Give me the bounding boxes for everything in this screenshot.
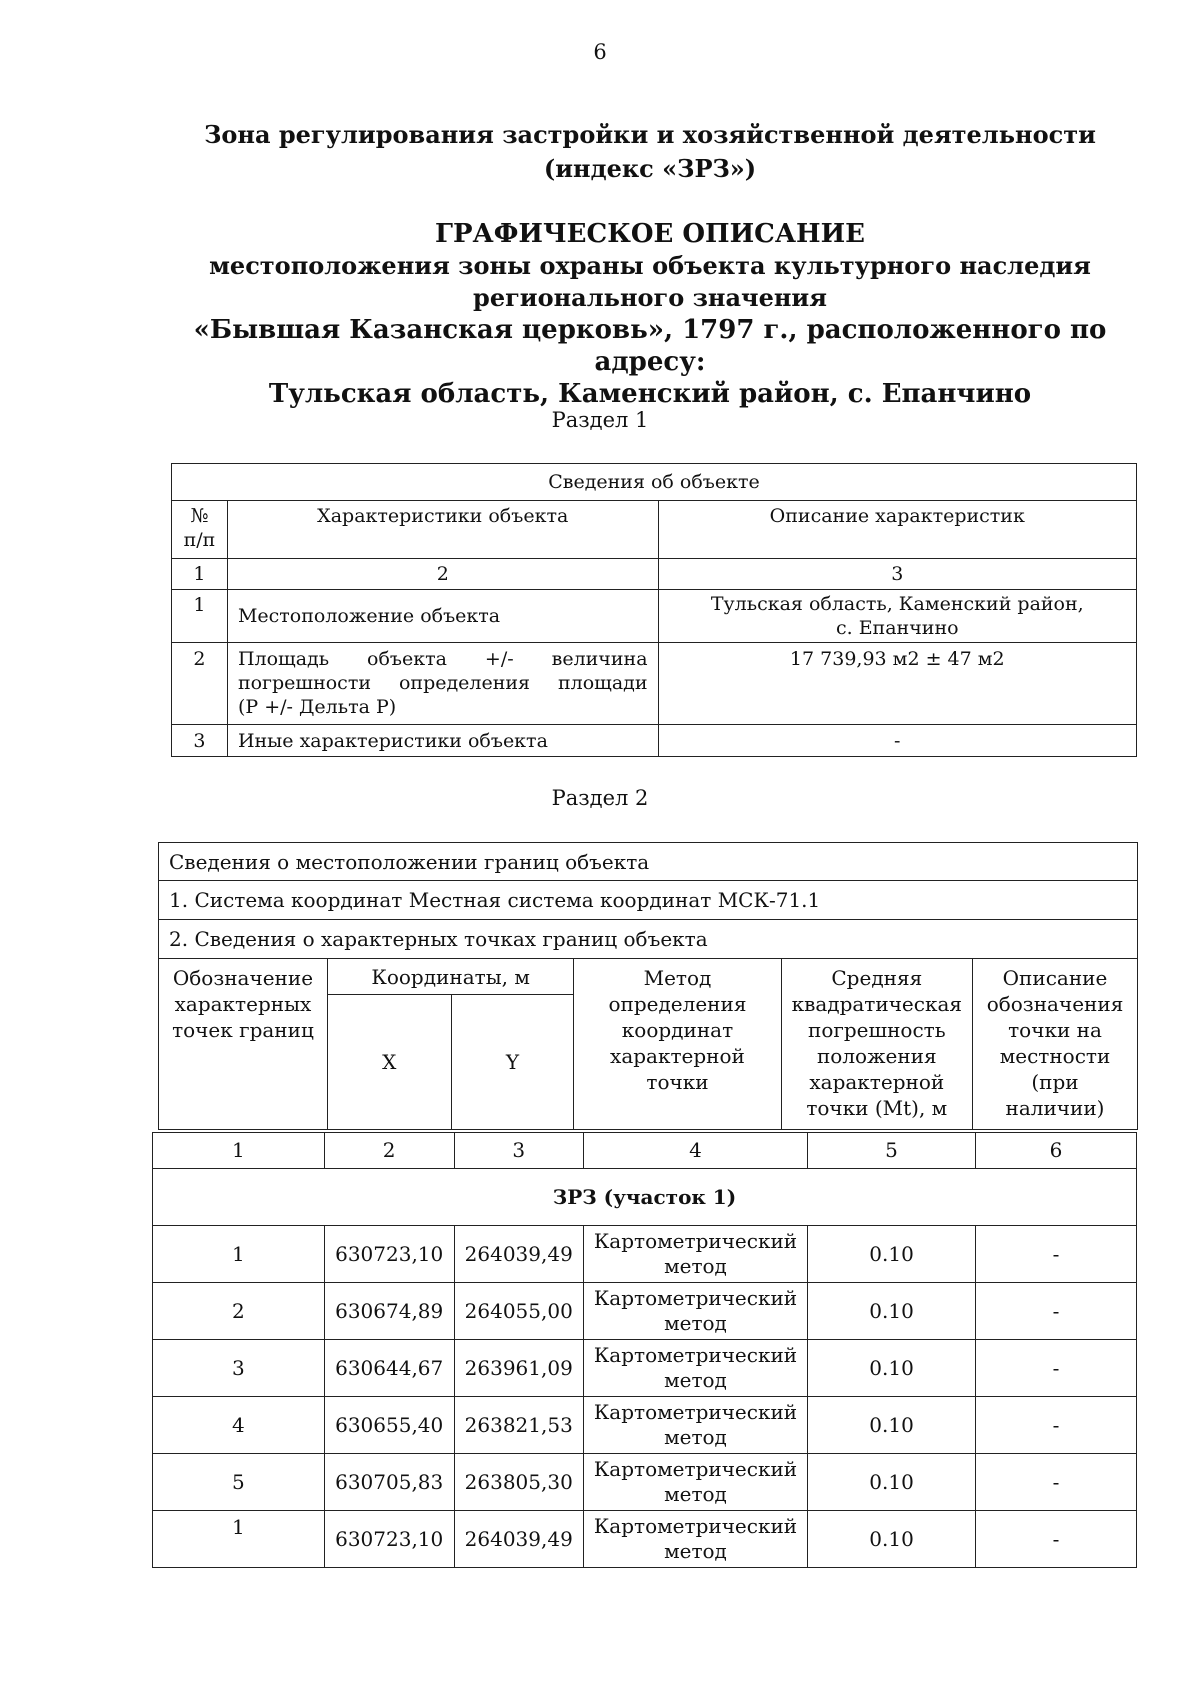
table-row — [172, 643, 1137, 725]
table-row — [153, 1454, 1137, 1511]
point-id: 2 — [153, 1283, 325, 1340]
method-line: метод — [664, 1482, 727, 1506]
header-line: точки (Mt), м — [806, 1096, 948, 1120]
table-title: Сведения об объекте — [172, 464, 1137, 501]
row-description-line: Тульская область, Каменский район, — [710, 593, 1084, 615]
graphic-object-address: Тульская область, Каменский район, с. Епанчино — [268, 379, 1032, 409]
coord-y: 263821,53 — [454, 1397, 583, 1454]
page-number: 6 — [593, 40, 607, 64]
index-cell: 3 — [454, 1133, 583, 1169]
coord-y: 264039,49 — [454, 1226, 583, 1283]
header-line: обозначения — [986, 992, 1124, 1016]
header-line: положения — [816, 1044, 937, 1068]
row-num: 2 — [172, 643, 228, 725]
method-line: метод — [664, 1539, 727, 1563]
point-id: 3 — [153, 1340, 325, 1397]
row-num: 1 — [172, 590, 228, 643]
method — [583, 1511, 807, 1568]
graphic-object-name: «Бывшая Казанская церковь», 1797 г., расположенного по адресу: — [193, 315, 1107, 377]
method-line: Картометрический — [593, 1343, 798, 1367]
graphic-description-title — [150, 218, 1150, 410]
point-description: - — [975, 1397, 1136, 1454]
coord-x: 630674,89 — [324, 1283, 454, 1340]
mt-value: 0.10 — [808, 1283, 976, 1340]
zone-title-line: Зона регулирования застройки и хозяйственной деятельности — [204, 120, 1096, 149]
mt-value: 0.10 — [808, 1226, 976, 1283]
header-coordinates: Координаты, м — [327, 959, 573, 995]
header-line: Описание — [1002, 966, 1108, 990]
coord-x: 630705,83 — [324, 1454, 454, 1511]
header-method — [574, 959, 781, 1130]
point-id: 4 — [153, 1397, 325, 1454]
header-x: X — [327, 995, 451, 1130]
header-line: характерной — [809, 1070, 945, 1094]
coord-y: 263805,30 — [454, 1454, 583, 1511]
header-num-line: № — [190, 505, 209, 527]
table-row — [153, 1226, 1137, 1283]
mt-value: 0.10 — [808, 1511, 976, 1568]
header-num-line: п/п — [183, 529, 216, 551]
object-info-table — [171, 463, 1137, 757]
points-info-row: 2. Сведения о характерных точках границ объекта — [159, 920, 1138, 959]
row-characteristic-line: (Р +/- Дельта Р) — [237, 696, 397, 718]
index-cell: 1 — [172, 559, 228, 590]
header-line: характерной точки — [610, 1044, 745, 1094]
header-designation — [159, 959, 328, 1130]
table-row — [153, 1283, 1137, 1340]
method — [583, 1226, 807, 1283]
coord-y: 263961,09 — [454, 1340, 583, 1397]
point-description: - — [975, 1283, 1136, 1340]
index-cell: 4 — [583, 1133, 807, 1169]
coord-x: 630644,67 — [324, 1340, 454, 1397]
point-id: 5 — [153, 1454, 325, 1511]
method-line: Картометрический — [593, 1400, 798, 1424]
boundary-info-table — [158, 842, 1138, 1130]
coord-y: 264039,49 — [454, 1511, 583, 1568]
section-2-label: Раздел 2 — [551, 786, 649, 810]
graphic-subtitle-line: местоположения зоны охраны объекта культурного наследия — [209, 251, 1091, 280]
point-description: - — [975, 1340, 1136, 1397]
method-line: Картометрический — [593, 1514, 798, 1538]
index-cell: 5 — [808, 1133, 976, 1169]
method-line: Картометрический — [593, 1286, 798, 1310]
header-description: Описание характеристик — [658, 501, 1136, 559]
header-line: Средняя — [831, 966, 923, 990]
row-characteristic: Местоположение объекта — [227, 590, 658, 643]
row-characteristic-line: погрешности определения площади — [237, 672, 648, 694]
index-cell: 6 — [975, 1133, 1136, 1169]
method — [583, 1397, 807, 1454]
header-line: погрешность — [807, 1018, 946, 1042]
row-characteristic: Иные характеристики объекта — [227, 725, 658, 757]
coordinate-system-row: 1. Система координат Местная система координат МСК-71.1 — [159, 881, 1138, 920]
method — [583, 1283, 807, 1340]
row-description-line: с. Епанчино — [835, 617, 959, 639]
mt-value: 0.10 — [808, 1397, 976, 1454]
row-characteristic-line: Площадь объекта +/- величина — [237, 648, 648, 670]
index-cell: 2 — [227, 559, 658, 590]
method-line: метод — [664, 1425, 727, 1449]
coord-x: 630723,10 — [324, 1511, 454, 1568]
header-line: точки на — [1008, 1018, 1102, 1042]
table-row — [153, 1397, 1137, 1454]
method — [583, 1454, 807, 1511]
header-point-description — [973, 959, 1138, 1130]
row-characteristic — [227, 643, 658, 725]
index-cell: 1 — [153, 1133, 325, 1169]
point-description: - — [975, 1511, 1136, 1568]
table-row — [153, 1340, 1137, 1397]
point-description: - — [975, 1226, 1136, 1283]
method-line: метод — [664, 1311, 727, 1335]
coord-x: 630655,40 — [324, 1397, 454, 1454]
row-description: 17 739,93 м2 ± 47 м2 — [658, 643, 1136, 725]
boundary-points-table — [152, 1132, 1137, 1568]
coord-y: 264055,00 — [454, 1283, 583, 1340]
plot-title: ЗРЗ (участок 1) — [153, 1169, 1137, 1226]
header-y: Y — [451, 995, 574, 1130]
table-row — [172, 590, 1137, 643]
coord-x: 630723,10 — [324, 1226, 454, 1283]
section-1-label: Раздел 1 — [551, 408, 649, 432]
zone-title — [200, 118, 1100, 186]
method-line: метод — [664, 1254, 727, 1278]
row-description: - — [658, 725, 1136, 757]
method — [583, 1340, 807, 1397]
row-description — [658, 590, 1136, 643]
header-line: точек границ — [172, 1018, 314, 1042]
header-line: Обозначение — [172, 966, 314, 990]
boundary-info-row: Сведения о местоположении границ объекта — [159, 843, 1138, 881]
mt-value: 0.10 — [808, 1454, 976, 1511]
graphic-subtitle-line: регионального значения — [473, 283, 827, 312]
method-line: Картометрический — [593, 1457, 798, 1481]
header-line: Метод — [643, 966, 712, 990]
table-row — [172, 725, 1137, 757]
table-row — [153, 1511, 1137, 1568]
header-line: характерных — [174, 992, 312, 1016]
method-line: Картометрический — [593, 1229, 798, 1253]
point-id: 1 — [153, 1511, 325, 1568]
method-line: метод — [664, 1368, 727, 1392]
header-line: местности — [999, 1044, 1111, 1068]
header-num — [172, 501, 228, 559]
header-line: координат — [621, 1018, 734, 1042]
index-cell: 3 — [658, 559, 1136, 590]
zone-title-index: (индекс «ЗРЗ») — [543, 154, 757, 183]
header-line: (при наличии) — [1005, 1070, 1105, 1120]
point-description: - — [975, 1454, 1136, 1511]
header-line: квадратическая — [791, 992, 962, 1016]
graphic-heading: ГРАФИЧЕСКОЕ ОПИСАНИЕ — [435, 219, 865, 249]
header-error — [781, 959, 972, 1130]
point-id: 1 — [153, 1226, 325, 1283]
header-characteristic: Характеристики объекта — [227, 501, 658, 559]
header-line: определения — [608, 992, 747, 1016]
row-num: 3 — [172, 725, 228, 757]
index-cell: 2 — [324, 1133, 454, 1169]
mt-value: 0.10 — [808, 1340, 976, 1397]
